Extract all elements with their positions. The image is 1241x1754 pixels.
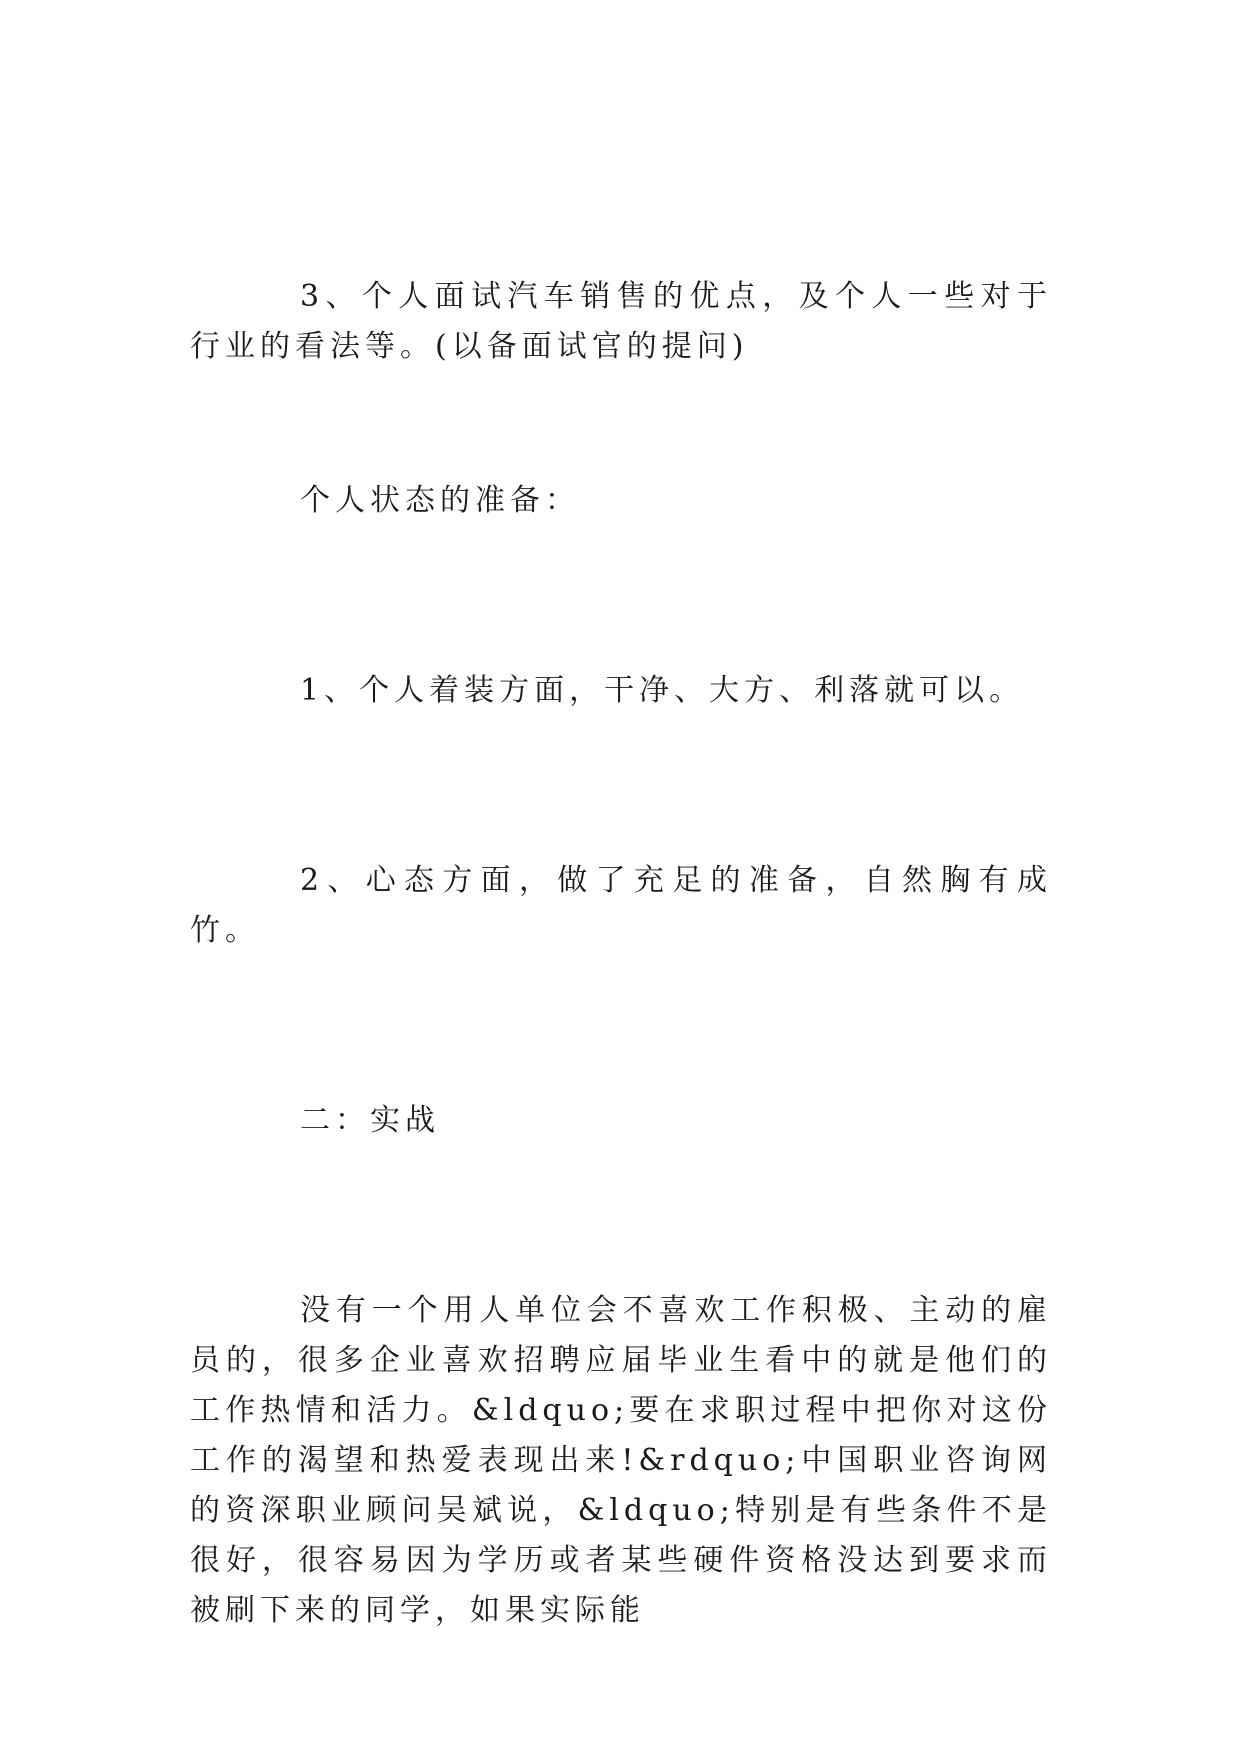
section-heading-practice: 二：实战 (300, 1103, 440, 1138)
paragraph-enthusiasm: 没有一个用人单位会不喜欢工作积极、主动的雇员的，很多企业喜欢招聘应届毕业生看中的就是他们的工作热情和活力。&ldquo;要在求职过程中把你对这份工作的渴望和热爱表现出来!&rdquo;中国职业咨询网的资深职业顾问吴斌说，&ldquo;特别是有些条件不是很好，很容易因为学历或者某些硬件资格没达到要求而被刷下来的同学，如果实际能 (190, 1293, 1052, 1628)
spacer (190, 1146, 1052, 1286)
spacer (190, 716, 1052, 856)
paragraph-mindset: 2、心态方面，做了充足的准备，自然胸有成竹。 (190, 863, 1052, 948)
spacer (190, 372, 1052, 476)
spacer (190, 526, 1052, 666)
paragraph-state-heading: 个人状态的准备： (300, 483, 580, 518)
spacer (190, 956, 1052, 1096)
document-body (190, 272, 1052, 1636)
paragraph-advantages: 3、个人面试汽车销售的优点，及个人一些对于行业的看法等。(以备面试官的提问) (190, 279, 1052, 364)
paragraph-attire: 1、个人着装方面，干净、大方、利落就可以。 (300, 673, 1025, 708)
